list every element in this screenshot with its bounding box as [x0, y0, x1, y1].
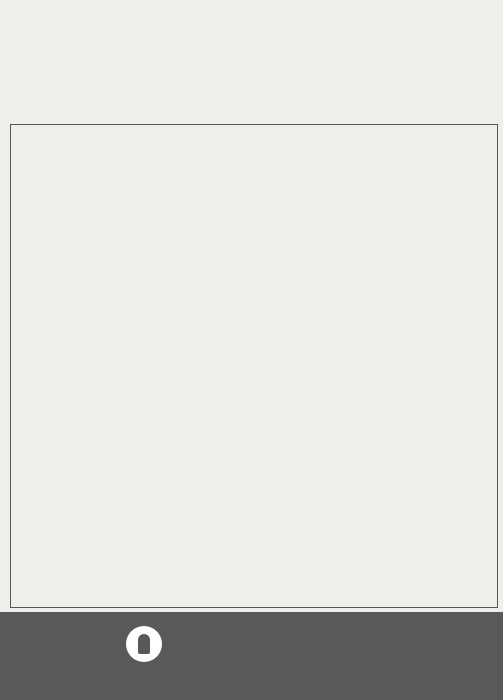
- info-table: [10, 124, 498, 608]
- bell-icon: [126, 626, 162, 662]
- header: [0, 0, 503, 128]
- footer: [0, 612, 503, 700]
